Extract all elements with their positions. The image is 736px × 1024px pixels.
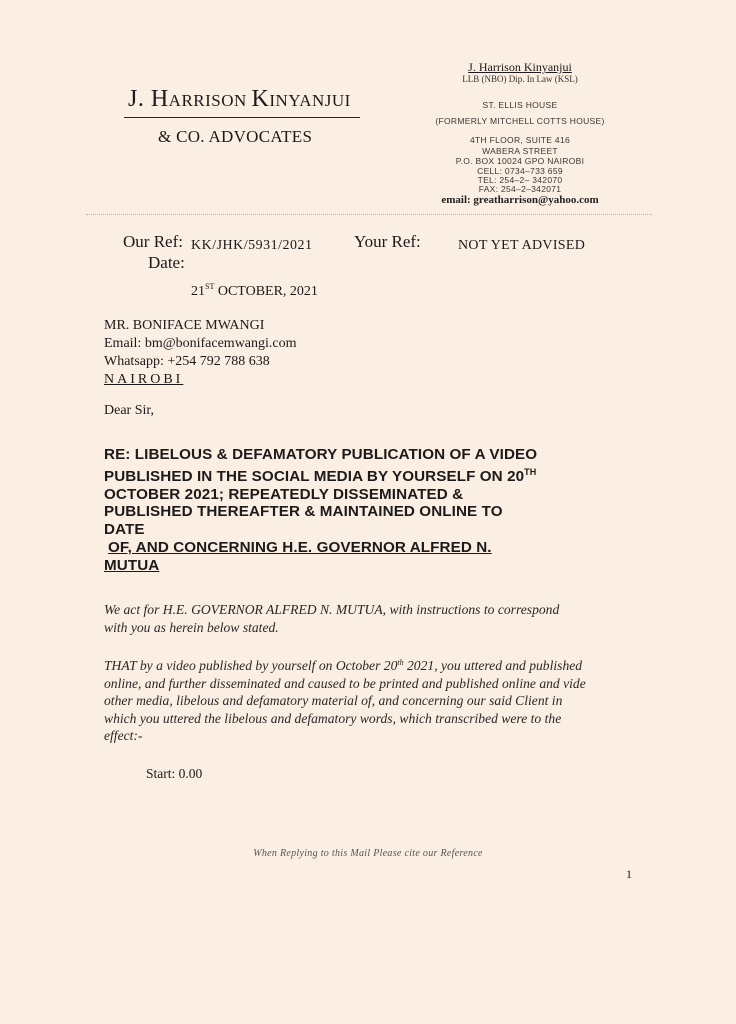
salutation: Dear Sir, [104,403,154,418]
advocate-name: J. Harrison Kinyanjui [468,60,572,74]
page-number: 1 [626,867,632,881]
address-line: FAX: 254–2–342071 [478,184,562,194]
address-line: ST. ELLIS HOUSE [482,100,558,110]
letter-date: 21ST OCTOBER, 2021 [191,282,318,299]
addressee-email: Email: bm@bonifacemwangi.com [104,336,297,351]
address-line: WABERA STREET [482,146,558,156]
paragraph-line: which you uttered the libelous and defamatory words, which transcribed were to the [104,710,562,726]
our-ref-value: KK/JHK/5931/2021 [191,238,313,253]
addressee-whatsapp: Whatsapp: +254 792 788 638 [104,354,270,369]
paragraph-line: THAT by a video published by yourself on October 20th 2021, you uttered and published [104,658,583,673]
paragraph-line: with you as herein below stated. [104,619,279,635]
your-ref-value: NOT YET ADVISED [458,238,586,253]
transcript-start: Start: 0.00 [146,766,203,781]
your-ref-label: Your Ref: [354,232,421,251]
subject-line: MUTUA [104,556,160,574]
paragraph-line: online, and further disseminated and caused to be printed and published online and vide [104,675,586,691]
firm-name: J. HARRISON KINYANJUI [128,86,351,112]
subject-line: RE: LIBELOUS & DEFAMATORY PUBLICATION OF A VIDEO [104,446,538,463]
address-line: TEL: 254–2– 342070 [477,175,563,185]
paragraph-line: effect:- [104,728,143,744]
paragraph-line: other media, libelous and defamatory material of, and concerning our said Client in [104,693,563,709]
subject-line: PUBLISHED IN THE SOCIAL MEDIA BY YOURSELF ON 20TH [104,466,537,485]
addressee-name: MR. BONIFACE MWANGI [104,318,265,333]
subject-line: DATE [104,521,145,539]
address-line: P.O. BOX 10024 GPO NAIROBI [455,156,585,166]
addressee-block [104,317,297,389]
letterhead-divider [86,214,652,215]
paragraph-allegation [104,654,644,745]
paragraph-instructions [104,601,644,636]
subject-line: PUBLISHED THEREAFTER & MAINTAINED ONLINE TO [104,503,503,521]
subject-line: OCTOBER 2021; REPEATEDLY DISSEMINATED & [104,485,464,503]
subject-heading [104,446,644,575]
reply-reference-note: When Replying to this Mail Please cite our Reference [253,848,483,859]
advocate-qualifications: LLB (NBO) Dip. In Law (KSL) [462,74,578,84]
our-ref-label: Our Ref: [123,232,183,251]
firm-email: email: greatharrison@yahoo.com [441,194,599,206]
address-line: 4TH FLOOR, SUITE 416 [470,135,570,145]
firm-name-divider [124,117,360,118]
address-line: CELL: 0734–733 659 [477,166,563,176]
firm-subtitle: & CO. ADVOCATES [158,127,313,146]
date-label: Date: [148,253,185,272]
subject-line: OF, AND CONCERNING H.E. GOVERNOR ALFRED N. [108,538,492,556]
addressee-city: NAIROBI [104,372,184,387]
address-line: (FORMERLY MITCHELL COTTS HOUSE) [435,116,605,126]
paragraph-line: We act for H.E. GOVERNOR ALFRED N. MUTUA, with instructions to correspond [104,602,560,617]
